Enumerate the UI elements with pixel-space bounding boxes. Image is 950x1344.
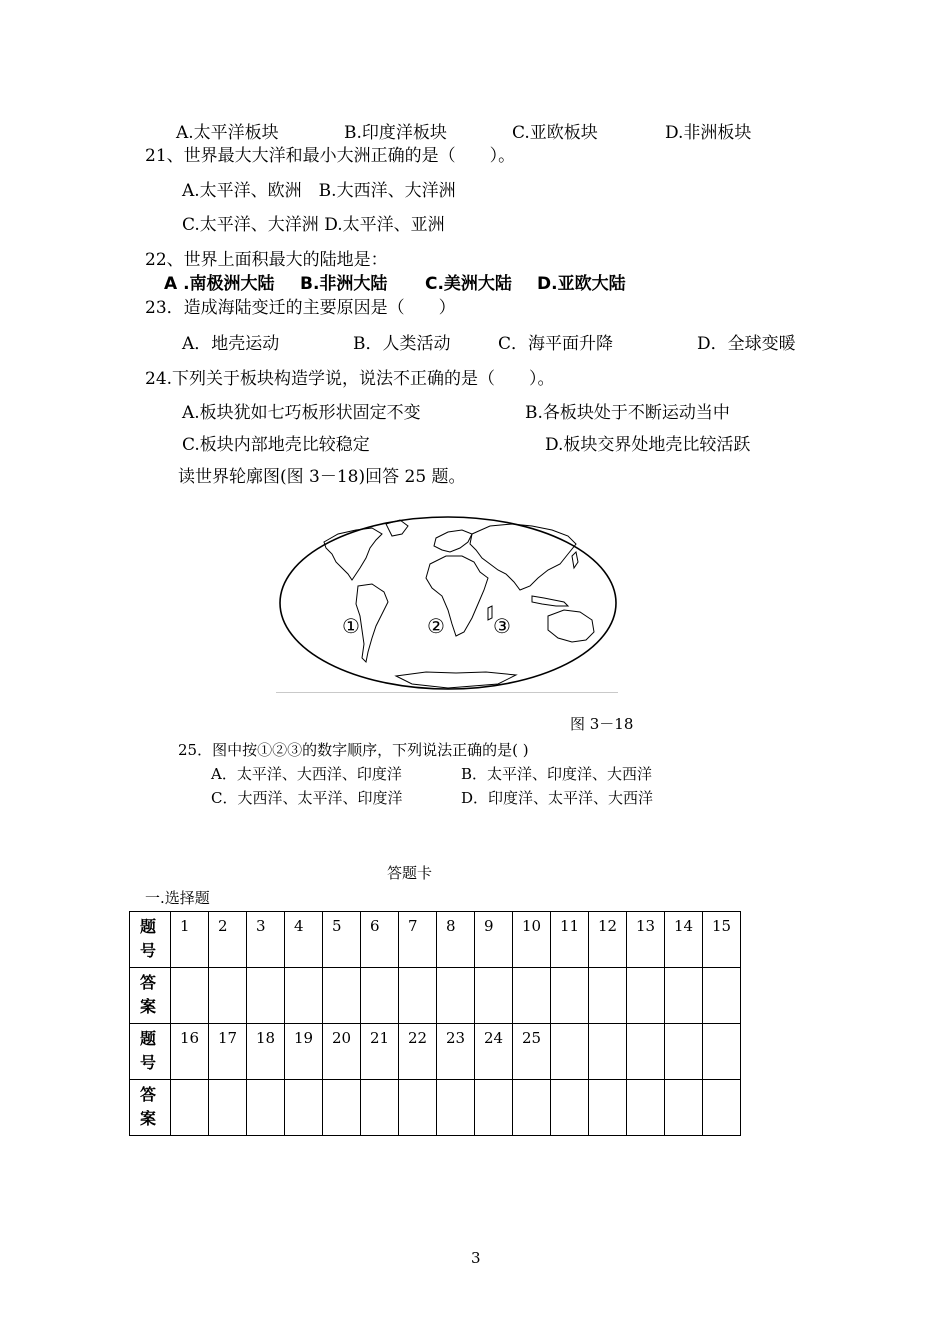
number-cell: 18 — [247, 1024, 285, 1080]
answer-cell[interactable] — [551, 1080, 589, 1136]
north-america-outline — [324, 528, 382, 580]
map-label-3: ③ — [493, 614, 511, 638]
figure-caption: 图 3－18 — [570, 715, 634, 733]
q23-stem: 23．造成海陆变迁的主要原因是（ ） — [145, 298, 456, 318]
number-cell: 5 — [323, 912, 361, 968]
answer-cell[interactable] — [285, 968, 323, 1024]
answer-cell[interactable] — [513, 968, 551, 1024]
q24-option-b: B.各板块处于不断运动当中 — [525, 403, 730, 423]
number-cell: 19 — [285, 1024, 323, 1080]
q23-option-a: A．地壳运动 — [182, 334, 280, 354]
q22-option-a: A .南极洲大陆 — [164, 274, 275, 294]
number-cell: 13 — [627, 912, 665, 968]
answer-cell[interactable] — [285, 1080, 323, 1136]
answer-cell[interactable] — [247, 1080, 285, 1136]
table-row — [130, 912, 741, 968]
q23-option-d: D．全球变暖 — [697, 334, 796, 354]
number-cell — [703, 1024, 741, 1080]
answer-cell[interactable] — [589, 1080, 627, 1136]
number-cell: 14 — [665, 912, 703, 968]
number-cell: 2 — [209, 912, 247, 968]
answer-cell[interactable] — [589, 968, 627, 1024]
south-america-outline — [356, 584, 388, 662]
q22-option-c: C.美洲大陆 — [425, 274, 512, 294]
row-header-number: 题 号 — [130, 912, 171, 968]
q20-option-a: A.太平洋板块 — [176, 123, 279, 143]
q25-option-c: C．大西洋、太平洋、印度洋 — [211, 789, 403, 807]
figure-baseline — [276, 692, 618, 693]
number-cell: 21 — [361, 1024, 399, 1080]
number-cell: 7 — [399, 912, 437, 968]
q22-stem: 22、世界上面积最大的陆地是： — [145, 250, 388, 270]
number-cell: 17 — [209, 1024, 247, 1080]
table-row — [130, 1080, 741, 1136]
q20-option-d: D.非洲板块 — [665, 123, 752, 143]
row-header-answer: 答 案 — [130, 1080, 171, 1136]
number-cell: 3 — [247, 912, 285, 968]
answer-card-section: 一.选择题 — [145, 889, 210, 907]
q24-stem: 24.下列关于板块构造学说，说法不正确的是（ ）。 — [145, 369, 555, 389]
japan-outline — [572, 552, 578, 568]
answer-cell[interactable] — [513, 1080, 551, 1136]
q25-option-d: D．印度洋、太平洋、大西洋 — [461, 789, 654, 807]
answer-cell[interactable] — [627, 968, 665, 1024]
number-cell: 9 — [475, 912, 513, 968]
answer-cell[interactable] — [703, 1080, 741, 1136]
q24-option-d: D.板块交界处地壳比较活跃 — [545, 435, 751, 455]
answer-cell[interactable] — [399, 968, 437, 1024]
number-cell: 22 — [399, 1024, 437, 1080]
answer-cell[interactable] — [361, 1080, 399, 1136]
number-cell: 11 — [551, 912, 589, 968]
number-cell — [589, 1024, 627, 1080]
answer-cell[interactable] — [437, 1080, 475, 1136]
row-header-number: 题 号 — [130, 1024, 171, 1080]
answer-card-table — [129, 911, 741, 1136]
row-header-answer: 答 案 — [130, 968, 171, 1024]
q23-option-c: C．海平面升降 — [498, 334, 614, 354]
q25-option-b: B．太平洋、印度洋、大西洋 — [461, 765, 653, 783]
q25-stem: 25．图中按①②③的数字顺序，下列说法正确的是( ) — [178, 741, 529, 759]
answer-cell[interactable] — [323, 968, 361, 1024]
answer-cell[interactable] — [665, 968, 703, 1024]
number-cell: 6 — [361, 912, 399, 968]
q21-options-row2: C.太平洋、大洋洲 D.太平洋、亚洲 — [182, 215, 445, 235]
australia-outline — [548, 610, 594, 642]
table-row — [130, 1024, 741, 1080]
answer-cell[interactable] — [361, 968, 399, 1024]
number-cell — [665, 1024, 703, 1080]
answer-cell[interactable] — [475, 968, 513, 1024]
answer-cell[interactable] — [209, 1080, 247, 1136]
map-label-2: ② — [427, 614, 445, 638]
number-cell — [551, 1024, 589, 1080]
number-cell: 15 — [703, 912, 741, 968]
q24-option-a: A.板块犹如七巧板形状固定不变 — [182, 403, 421, 423]
number-cell: 4 — [285, 912, 323, 968]
number-cell: 8 — [437, 912, 475, 968]
answer-cell[interactable] — [703, 968, 741, 1024]
madagascar-outline — [488, 606, 492, 620]
answer-cell[interactable] — [247, 968, 285, 1024]
answer-card-title: 答题卡 — [387, 864, 433, 882]
answer-cell[interactable] — [171, 1080, 209, 1136]
answer-cell[interactable] — [551, 968, 589, 1024]
asia-outline — [470, 524, 576, 590]
q24-option-c: C.板块内部地壳比较稳定 — [182, 435, 370, 455]
answer-cell[interactable] — [209, 968, 247, 1024]
q21-stem: 21、世界最大大洋和最小大洲正确的是（ ）。 — [145, 146, 516, 166]
answer-cell[interactable] — [437, 968, 475, 1024]
number-cell: 23 — [437, 1024, 475, 1080]
answer-cell[interactable] — [627, 1080, 665, 1136]
answer-cell[interactable] — [665, 1080, 703, 1136]
answer-cell[interactable] — [171, 968, 209, 1024]
number-cell: 25 — [513, 1024, 551, 1080]
number-cell — [627, 1024, 665, 1080]
table-row — [130, 968, 741, 1024]
indonesia-outline — [532, 596, 568, 606]
q21-options-row1: A.太平洋、欧洲 B.大西洋、大洋洲 — [182, 181, 456, 201]
q20-option-c: C.亚欧板块 — [512, 123, 598, 143]
number-cell: 16 — [171, 1024, 209, 1080]
number-cell: 12 — [589, 912, 627, 968]
europe-outline — [434, 530, 472, 552]
answer-cell[interactable] — [399, 1080, 437, 1136]
map-intro: 读世界轮廓图(图 3－18)回答 25 题。 — [178, 467, 466, 487]
answer-cell[interactable] — [323, 1080, 361, 1136]
number-cell: 10 — [513, 912, 551, 968]
number-cell: 20 — [323, 1024, 361, 1080]
answer-cell[interactable] — [475, 1080, 513, 1136]
world-outline-map — [276, 512, 620, 694]
page-number: 3 — [471, 1249, 481, 1267]
q22-option-b: B.非洲大陆 — [300, 274, 388, 294]
q25-option-a: A．太平洋、大西洋、印度洋 — [211, 765, 402, 783]
q22-option-d: D.亚欧大陆 — [537, 274, 626, 294]
number-cell: 1 — [171, 912, 209, 968]
number-cell: 24 — [475, 1024, 513, 1080]
map-label-1: ① — [342, 614, 360, 638]
q20-option-b: B.印度洋板块 — [344, 123, 447, 143]
q23-option-b: B．人类活动 — [353, 334, 451, 354]
